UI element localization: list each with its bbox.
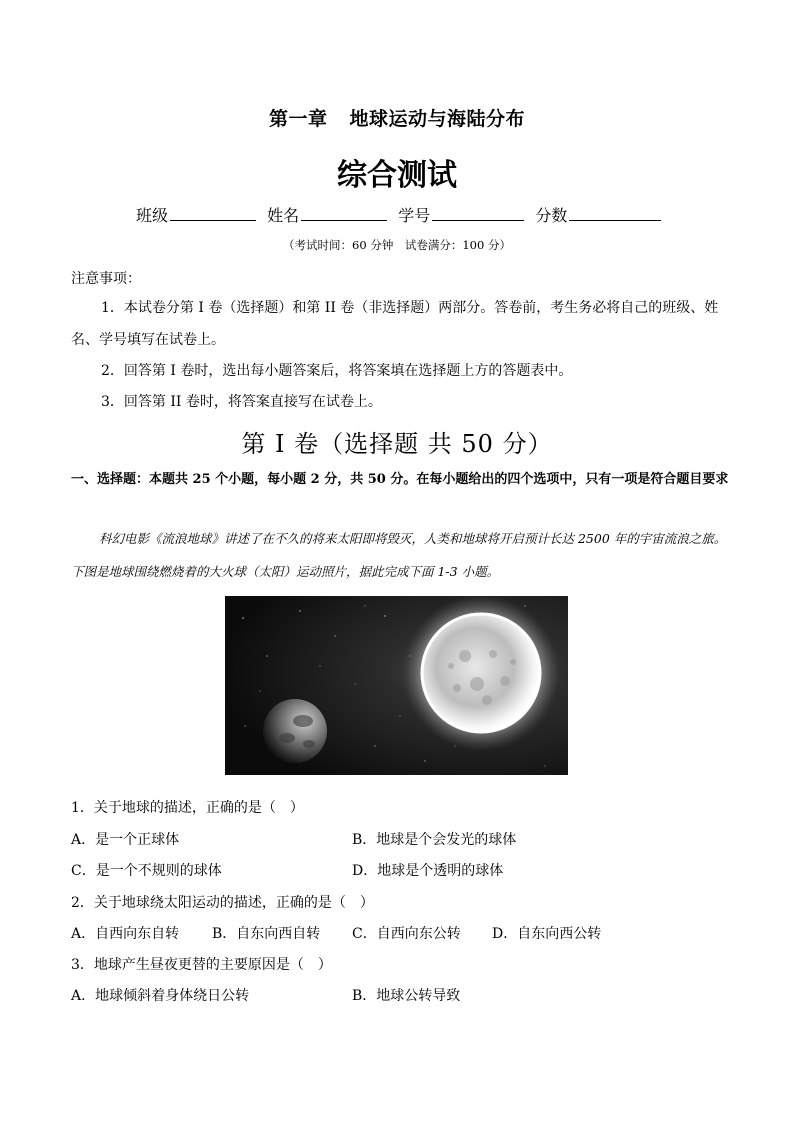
class-label: 班级 <box>136 206 169 225</box>
chapter-name: 地球运动与海陆分布 <box>349 108 526 130</box>
section-title: 第 I 卷（选择题 共 50 分） <box>241 430 553 458</box>
section-instruction: 一、选择题：本题共 25 个小题，每小题 2 分，共 50 分。在每小题给出的四个选项中，只有一项是符合题目要求 <box>71 472 729 487</box>
student-info-row <box>136 203 667 226</box>
score-blank[interactable] <box>569 206 661 221</box>
notice-item-2: 2．回答第 I 卷时，选出每小题答案后，将答案填在选择题上方的答题表中。 <box>101 363 573 379</box>
question-1-stem: 1．关于地球的描述，正确的是（ ） <box>71 800 304 816</box>
reading-passage: 科幻电影《流浪地球》讲述了在不久的将来太阳即将毁灭，人类和地球将开启预计长达 2500 年的宇宙流浪之旅。下图是地球围绕燃烧着的大火球（太阳）运动照片，据此完成下面 1-3 小题。 <box>71 531 727 579</box>
question-3-option-b[interactable]: B．地球公转导致 <box>352 988 461 1004</box>
chapter-heading <box>0 104 794 131</box>
student-id-label: 学号 <box>398 206 431 225</box>
question-2-option-a[interactable]: A．自西向东自转 <box>71 926 180 942</box>
name-blank[interactable] <box>301 206 387 221</box>
notice-title: 注意事项： <box>71 271 141 287</box>
score-label: 分数 <box>535 206 568 225</box>
earth-sun-photo <box>225 596 568 775</box>
question-2-option-b[interactable]: B．自东向西自转 <box>212 926 321 942</box>
chapter-number: 第一章 <box>268 108 328 130</box>
page-title: 综合测试 <box>337 158 457 193</box>
question-1-option-c[interactable]: C．是一个不规则的球体 <box>71 863 222 879</box>
question-1-option-b[interactable]: B．地球是个会发光的球体 <box>352 832 517 848</box>
question-2-stem: 2．关于地球绕太阳运动的描述，正确的是（ ） <box>71 895 374 911</box>
notice-item-1: 1．本试卷分第 I 卷（选择题）和第 II 卷（非选择题）两部分。答卷前，考生务必将自己的班级、姓名、学号填写在试卷上。 <box>71 300 719 348</box>
question-2-option-c[interactable]: C．自西向东公转 <box>352 926 461 942</box>
name-label: 姓名 <box>267 206 300 225</box>
class-blank[interactable] <box>170 206 256 221</box>
question-3-option-a[interactable]: A．地球倾斜着身体绕日公转 <box>71 988 250 1004</box>
question-3-stem: 3．地球产生昼夜更替的主要原因是（ ） <box>71 957 332 973</box>
earth-sun-image <box>225 596 568 775</box>
question-1-option-a[interactable]: A．是一个正球体 <box>71 832 180 848</box>
exam-meta: （考试时间：60 分钟 试卷满分：100 分） <box>283 238 511 252</box>
student-id-blank[interactable] <box>432 206 524 221</box>
question-1-option-d[interactable]: D．地球是个透明的球体 <box>352 863 504 879</box>
question-2-option-d[interactable]: D．自东向西公转 <box>492 926 602 942</box>
notice-item-3: 3．回答第 II 卷时，将答案直接写在试卷上。 <box>101 394 382 410</box>
